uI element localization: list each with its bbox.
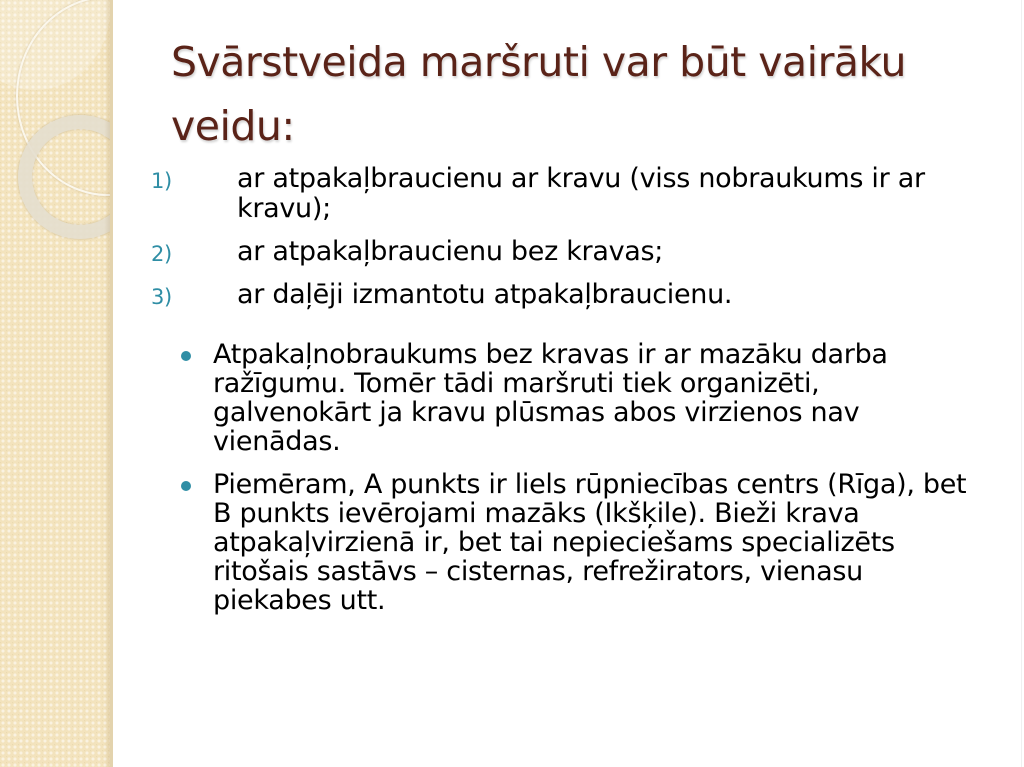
numbered-list-item bbox=[151, 280, 981, 310]
bullet-list bbox=[173, 340, 973, 629]
list-item-text: ar atpakaļbraucienu bez kravas; bbox=[237, 236, 664, 267]
bullet-dot-icon bbox=[181, 481, 191, 491]
bullet-list-item bbox=[173, 340, 973, 456]
bullet-list-item bbox=[173, 470, 973, 615]
sidebar-shadow bbox=[104, 0, 110, 767]
bullet-dot-icon bbox=[181, 351, 191, 361]
numbered-list-item bbox=[151, 237, 981, 267]
slide-title: Svārstveida maršruti var būt vairāku veidu: bbox=[171, 38, 907, 150]
slide-content bbox=[113, 0, 1022, 767]
list-item-text: ar daļēji izmantotu atpakaļbraucienu. bbox=[237, 279, 733, 310]
numbered-list bbox=[151, 164, 981, 323]
list-number: 2) bbox=[151, 242, 172, 266]
list-number: 1) bbox=[151, 169, 172, 193]
list-number: 3) bbox=[151, 285, 172, 309]
bullet-item-text: Piemēram, A punkts ir liels rūpniecības centrs (Rīga), bet B punkts ievērojami mazāks (Ikšķile). Bieži krava atpakaļvirzienā ir, bet tai nepieciešams specializēts ritošais sastāvs – cisternas, refrežirators, vienasu piekabes utt. bbox=[213, 469, 967, 616]
list-item-text: ar atpakaļbraucienu ar kravu (viss nobraukums ir ar kravu); bbox=[237, 163, 925, 224]
numbered-list-item bbox=[151, 164, 981, 224]
decorative-sidebar bbox=[0, 0, 113, 767]
bullet-item-text: Atpakaļnobraukums bez kravas ir ar mazāku darba ražīgumu. Tomēr tādi maršruti tiek organizēti, galvenokārt ja kravu plūsmas abos virzienos nav vienādas. bbox=[213, 339, 888, 457]
